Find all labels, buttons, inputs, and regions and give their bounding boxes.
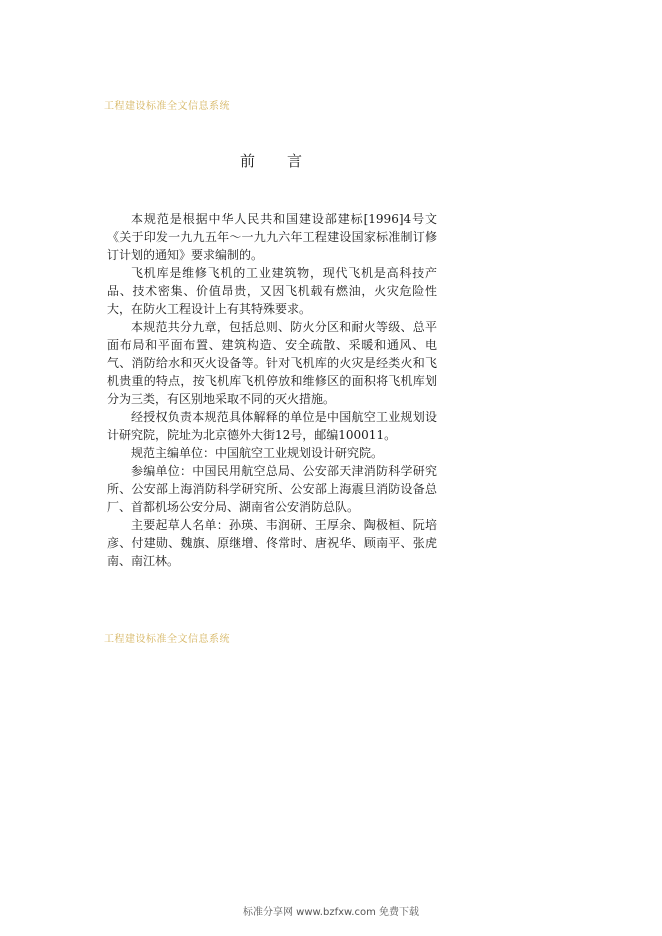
paragraph-interpretation: 经授权负责本规范具体解释的单位是中国航空工业规划设计研究院，院址为北京德外大街12号，邮编100011。	[107, 410, 437, 442]
page-title: 前言	[239, 152, 334, 170]
paragraph-hangar-intro: 飞机库是维修飞机的工业建筑物，现代飞机是高科技产品、技术密集、价值昂贵，又因飞机载有燃油，火灾危险性大，在防火工程设计上有其特殊要求。	[107, 266, 437, 316]
watermark-top: 工程建设标准全文信息系统	[104, 101, 230, 112]
preface-body	[107, 210, 437, 570]
watermark-mid: 工程建设标准全文信息系统	[104, 634, 230, 645]
paragraph-chapters: 本规范共分九章，包括总则、防火分区和耐火等级、总平面布局和平面布置、建筑构造、安全疏散、采暖和通风、电气、消防给水和灭火设备等。针对飞机库的火灾是经类火和飞机贵重的特点，按飞机库飞机停放和维修区的面积将飞机库划分为三类，有区别地采取不同的灭火措施。	[107, 320, 437, 406]
paragraph-participants: 参编单位：中国民用航空总局、公安部天津消防科学研究所、公安部上海消防科学研究所、公安部上海震旦消防设备总厂、首都机场公安分局、湖南省公安消防总队。	[107, 464, 437, 514]
paragraph-chief-editor: 规范主编单位：中国航空工业规划设计研究院。	[131, 446, 384, 460]
paragraph-drafters: 主要起草人名单：孙瑛、韦润研、王厚余、陶极桓、阮培彦、付建勋、魏旗、原继增、佟常时、唐祝华、顾南平、张虎南、南江林。	[107, 518, 437, 568]
paragraph-basis: 本规范是根据中华人民共和国建设部建标[1996]4号文《关于印发一九九五年～一九九六年工程建设国家标准制订修订计划的通知》要求编制的。	[107, 212, 437, 262]
footer-download-link[interactable]: 标准分享网 www.bzfxw.com 免费下载	[243, 907, 419, 918]
